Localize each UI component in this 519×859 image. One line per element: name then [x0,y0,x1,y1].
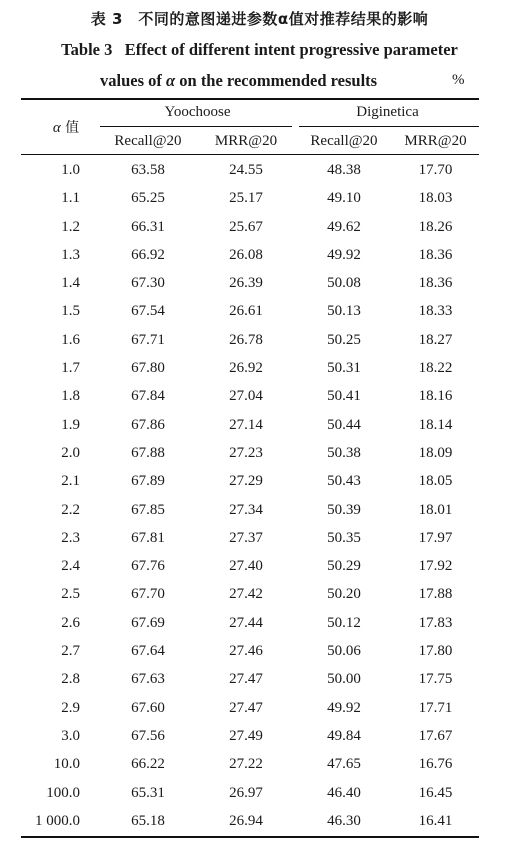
caption-alpha-symbol: α [166,71,176,90]
table-body [0,159,519,838]
table-header-rule [21,154,479,155]
diginetica-recall-cell: 50.41 [327,388,361,405]
group-rule-yoochoose [100,126,292,127]
alpha-cell: 2.8 [61,671,80,688]
diginetica-mrr-cell: 17.75 [418,671,453,688]
table-row [0,329,519,357]
table-row [0,357,519,385]
alpha-cell: 2.2 [61,501,80,518]
yoochoose-recall-cell: 63.58 [131,162,165,178]
diginetica-recall-cell: 50.38 [327,444,361,461]
yoochoose-recall-cell: 67.81 [131,529,165,546]
alpha-cell: 10.0 [53,756,80,773]
diginetica-mrr-cell: 17.67 [418,727,453,744]
table-bottom-rule [21,836,479,838]
diginetica-recall-cell: 49.92 [327,246,361,263]
table-caption-english: Table 3 Effect of different intent progressive parameter [61,40,458,59]
diginetica-recall-cell: 50.13 [327,303,361,320]
diginetica-mrr-cell: 17.92 [418,558,453,575]
alpha-cell: 100.0 [46,784,80,801]
caption-prefix: values of [100,71,166,90]
alpha-cell: 2.3 [61,529,80,546]
table-row [0,725,519,753]
diginetica-mrr-cell: 18.01 [418,501,453,518]
diginetica-mrr-cell: 16.45 [418,784,453,801]
yoochoose-mrr-cell: 26.92 [229,360,263,377]
table-row [0,499,519,527]
diginetica-recall-cell: 46.30 [327,812,361,829]
diginetica-mrr-cell: 18.36 [418,275,453,292]
metric-header-recall-diginetica: Recall@20 [310,133,378,149]
yoochoose-recall-cell: 67.54 [131,303,165,320]
diginetica-mrr-cell: 17.70 [418,162,453,178]
table-row [0,187,519,215]
alpha-cell: 1.0 [61,162,80,178]
alpha-cell: 1.2 [61,218,80,235]
diginetica-recall-cell: 50.00 [327,671,361,688]
yoochoose-mrr-cell: 27.49 [229,727,263,744]
yoochoose-mrr-cell: 27.22 [229,756,263,773]
diginetica-recall-cell: 50.39 [327,501,361,518]
yoochoose-recall-cell: 67.60 [131,699,165,716]
alpha-cell: 1.3 [61,246,80,263]
table-row [0,697,519,725]
diginetica-recall-cell: 50.08 [327,275,361,292]
table-caption-chinese: 表 3 不同的意图递进参数α值对推荐结果的影响 [90,10,429,28]
alpha-cell: 2.9 [61,699,80,716]
diginetica-recall-cell: 46.40 [327,784,361,801]
yoochoose-mrr-cell: 27.47 [229,671,263,688]
diginetica-mrr-cell: 18.22 [418,360,453,377]
yoochoose-recall-cell: 67.56 [131,727,165,744]
table-row [0,612,519,640]
alpha-cell: 1.8 [61,388,80,405]
diginetica-mrr-cell: 18.27 [418,331,453,348]
yoochoose-recall-cell: 67.84 [131,388,165,405]
yoochoose-mrr-cell: 27.34 [229,501,263,518]
diginetica-recall-cell: 49.84 [327,727,361,744]
table-row [0,414,519,442]
diginetica-mrr-cell: 17.80 [418,643,453,660]
diginetica-recall-cell: 50.35 [327,529,361,546]
alpha-cell: 1.6 [61,331,80,348]
yoochoose-recall-cell: 67.80 [131,360,165,377]
table-row [0,244,519,272]
table-row [0,583,519,611]
table-row [0,527,519,555]
diginetica-recall-cell: 49.62 [327,218,361,235]
table-row [0,640,519,668]
group-header-yoochoose: Yoochoose [164,104,231,120]
alpha-cell: 3.0 [61,727,80,744]
yoochoose-recall-cell: 67.88 [131,444,165,461]
diginetica-recall-cell: 50.29 [327,558,361,575]
diginetica-recall-cell: 49.92 [327,699,361,716]
yoochoose-recall-cell: 67.30 [131,275,165,292]
unit-label: % [452,72,465,88]
table-row [0,810,519,838]
yoochoose-recall-cell: 67.70 [131,586,165,603]
yoochoose-recall-cell: 66.92 [131,246,165,263]
diginetica-recall-cell: 49.10 [327,190,361,207]
yoochoose-recall-cell: 67.69 [131,614,165,631]
yoochoose-recall-cell: 65.18 [131,812,165,829]
diginetica-mrr-cell: 16.41 [418,812,453,829]
diginetica-recall-cell: 50.44 [327,416,361,433]
alpha-cell: 1.9 [61,416,80,433]
yoochoose-recall-cell: 67.85 [131,501,165,518]
table-row [0,470,519,498]
table-row [0,753,519,781]
yoochoose-mrr-cell: 27.23 [229,444,263,461]
diginetica-mrr-cell: 17.71 [418,699,453,716]
yoochoose-recall-cell: 67.86 [131,416,165,433]
diginetica-mrr-cell: 18.16 [418,388,453,405]
yoochoose-mrr-cell: 27.04 [229,388,263,405]
alpha-cell: 2.7 [61,643,80,660]
diginetica-mrr-cell: 17.83 [418,614,453,631]
table-row [0,782,519,810]
table-row [0,300,519,328]
yoochoose-recall-cell: 67.64 [131,643,165,660]
yoochoose-recall-cell: 66.31 [131,218,165,235]
yoochoose-recall-cell: 67.71 [131,331,165,348]
yoochoose-mrr-cell: 27.47 [229,699,263,716]
yoochoose-mrr-cell: 25.17 [229,190,263,207]
yoochoose-mrr-cell: 26.61 [229,303,263,320]
diginetica-mrr-cell: 16.76 [418,756,453,773]
table-row [0,555,519,583]
yoochoose-recall-cell: 65.25 [131,190,165,207]
yoochoose-mrr-cell: 26.08 [229,246,263,263]
alpha-cell: 2.1 [61,473,80,490]
diginetica-mrr-cell: 18.05 [418,473,453,490]
group-rule-diginetica [299,126,479,127]
table-row [0,668,519,696]
table-row [0,385,519,413]
yoochoose-mrr-cell: 26.94 [229,812,263,829]
table-row [0,159,519,187]
yoochoose-mrr-cell: 27.42 [229,586,263,603]
diginetica-recall-cell: 50.20 [327,586,361,603]
yoochoose-mrr-cell: 26.97 [229,784,263,801]
alpha-symbol: α [52,120,61,136]
table-top-rule [21,98,479,100]
alpha-cell: 1.1 [61,190,80,207]
alpha-suffix: 值 [65,120,80,136]
diginetica-mrr-cell: 17.88 [418,586,453,603]
diginetica-recall-cell: 50.31 [327,360,361,377]
yoochoose-mrr-cell: 27.40 [229,558,263,575]
yoochoose-mrr-cell: 26.39 [229,275,263,292]
diginetica-recall-cell: 50.06 [327,643,361,660]
table-caption-english-line2 [100,71,377,91]
alpha-cell: 1 000.0 [35,812,80,829]
yoochoose-recall-cell: 67.89 [131,473,165,490]
table-row [0,272,519,300]
diginetica-mrr-cell: 18.36 [418,246,453,263]
yoochoose-mrr-cell: 24.55 [229,162,263,178]
metric-header-mrr-diginetica: MRR@20 [404,133,467,149]
group-header-diginetica: Diginetica [356,104,419,120]
yoochoose-mrr-cell: 27.29 [229,473,263,490]
diginetica-recall-cell: 50.43 [327,473,361,490]
yoochoose-recall-cell: 66.22 [131,756,165,773]
yoochoose-mrr-cell: 25.67 [229,218,263,235]
diginetica-recall-cell: 50.25 [327,331,361,348]
caption-suffix: on the recommended results [175,71,378,90]
diginetica-mrr-cell: 18.33 [418,303,453,320]
diginetica-recall-cell: 47.65 [327,756,361,773]
diginetica-mrr-cell: 18.14 [418,416,453,433]
alpha-cell: 2.5 [61,586,80,603]
alpha-cell: 2.4 [61,558,80,575]
alpha-column-header [36,117,96,137]
table-row [0,442,519,470]
alpha-cell: 2.6 [61,614,80,631]
yoochoose-mrr-cell: 27.14 [229,416,263,433]
yoochoose-mrr-cell: 27.44 [229,614,263,631]
yoochoose-mrr-cell: 27.46 [229,643,263,660]
diginetica-mrr-cell: 17.97 [418,529,453,546]
yoochoose-recall-cell: 65.31 [131,784,165,801]
diginetica-mrr-cell: 18.26 [418,218,453,235]
yoochoose-mrr-cell: 26.78 [229,331,263,348]
table-row [0,216,519,244]
yoochoose-recall-cell: 67.76 [131,558,165,575]
diginetica-mrr-cell: 18.03 [418,190,453,207]
metric-header-mrr-yoochoose: MRR@20 [214,133,278,149]
alpha-cell: 1.5 [61,303,80,320]
diginetica-recall-cell: 48.38 [327,162,361,178]
yoochoose-recall-cell: 67.63 [131,671,165,688]
diginetica-recall-cell: 50.12 [327,614,361,631]
alpha-cell: 2.0 [61,444,80,461]
diginetica-mrr-cell: 18.09 [418,444,453,461]
yoochoose-mrr-cell: 27.37 [229,529,263,546]
alpha-cell: 1.7 [61,360,80,377]
alpha-cell: 1.4 [61,275,80,292]
metric-header-recall-yoochoose: Recall@20 [114,133,182,149]
